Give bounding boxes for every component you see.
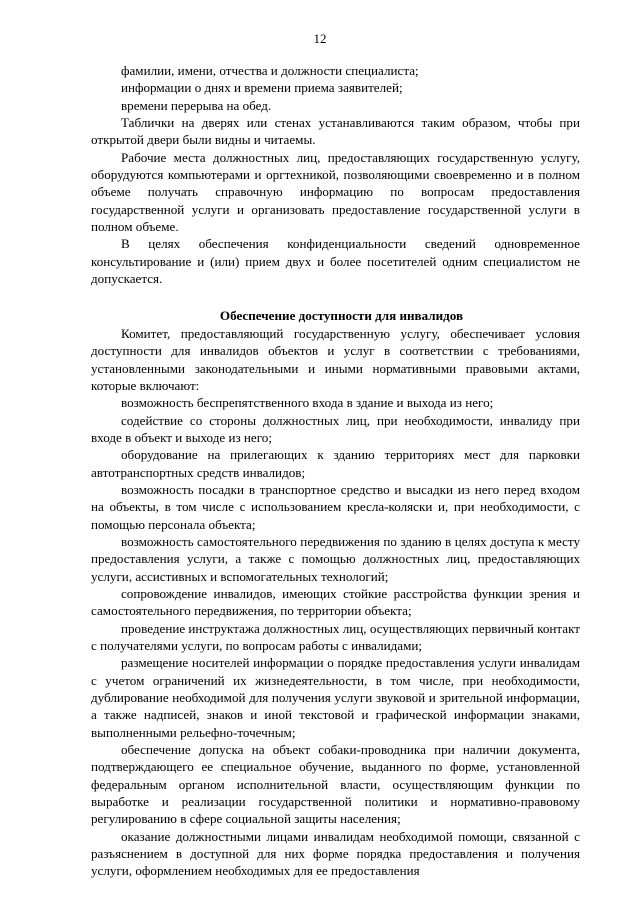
intro-paragraph: В целях обеспечения конфиденциальности сведений одновременное консультирование и (или) прием двух и более посетителей одним специалистом не допускается. <box>91 236 580 287</box>
accessibility-list-item: возможность беспрепятственного входа в здание и выхода из него; <box>121 395 494 411</box>
accessibility-list-item: обеспечение допуска на объект собаки-проводника при наличии документа, подтверждающего ее специальное обучение, выданного по форме, установленной федеральным органом исполнительной власти, осуществляющим функции по выработке и реализации государственной политики и нормативно-правовому регулированию в сфере социальной защиты населения; <box>91 742 580 827</box>
accessibility-list-item: возможность посадки в транспортное средство и высадки из него перед входом на объекты, в том числе с использованием кресла-коляски и, при необходимости, с помощью персонала объекта; <box>91 481 580 532</box>
document-body <box>91 62 580 880</box>
accessibility-list-item: сопровождение инвалидов, имеющих стойкие расстройства функции зрения и самостоятельного передвижения, по территории объекта; <box>91 585 580 619</box>
accessibility-list-item: размещение носителей информации о порядке предоставления услуги инвалидам с учетом ограничений их жизнедеятельности, в том числе, при необходимости, дублирование необходимой для получения услуги звуковой и зрительной информации, а также надписей, знаков и иной текстовой и графической информации знаками, выполненными рельефно-точечным; <box>91 655 580 740</box>
section-heading: Обеспечение доступности для инвалидов <box>219 308 464 324</box>
section-lead-paragraph: Комитет, предоставляющий государственную услугу, обеспечивает условия доступности для инвалидов объектов и услуг в соответствии с требованиями, установленными законодательными и иными нормативными правовыми актами, которые включают: <box>91 325 580 393</box>
accessibility-list-item: оборудование на прилегающих к зданию территориях мест для парковки автотранспортных средств инвалидов; <box>91 447 580 480</box>
accessibility-list-item: оказание должностными лицами инвалидам необходимой помощи, связанной с разъяснением в доступной для них форме порядка предоставления и получения услуги, оформлением необходимых для ее предоставления <box>91 828 580 879</box>
accessibility-list-item: проведение инструктажа должностных лиц, осуществляющих первичный контакт с получателями услуги, по вопросам работы с инвалидами; <box>91 620 580 653</box>
intro-list-item: времени перерыва на обед. <box>121 97 272 113</box>
intro-paragraph: Таблички на дверях или стенах устанавливаются таким образом, чтобы при открытой двери были видны и читаемы. <box>91 115 580 148</box>
page-number: 12 <box>313 31 327 46</box>
intro-paragraph: Рабочие места должностных лиц, предоставляющих государственную услугу, оборудуются компьютерами и оргтехникой, позволяющими своевременно и в полном объеме получать справочную информацию по вопросам предоставления государственной услуги и организовать предоставление государственной услуги в полном объеме. <box>91 149 580 235</box>
intro-list-item: информации о днях и времени приема заявителей; <box>121 80 403 96</box>
intro-list-item: фамилии, имени, отчества и должности специалиста; <box>121 63 419 78</box>
accessibility-list-item: возможность самостоятельного передвижения по зданию в целях доступа к месту предоставления услуги, а также с помощью должностных лиц, предоставляющих услуги, ассистивных и вспомогательных технологий; <box>91 533 580 584</box>
accessibility-list-item: содействие со стороны должностных лиц, при необходимости, инвалиду при входе в объект и выходе из него; <box>91 412 580 445</box>
